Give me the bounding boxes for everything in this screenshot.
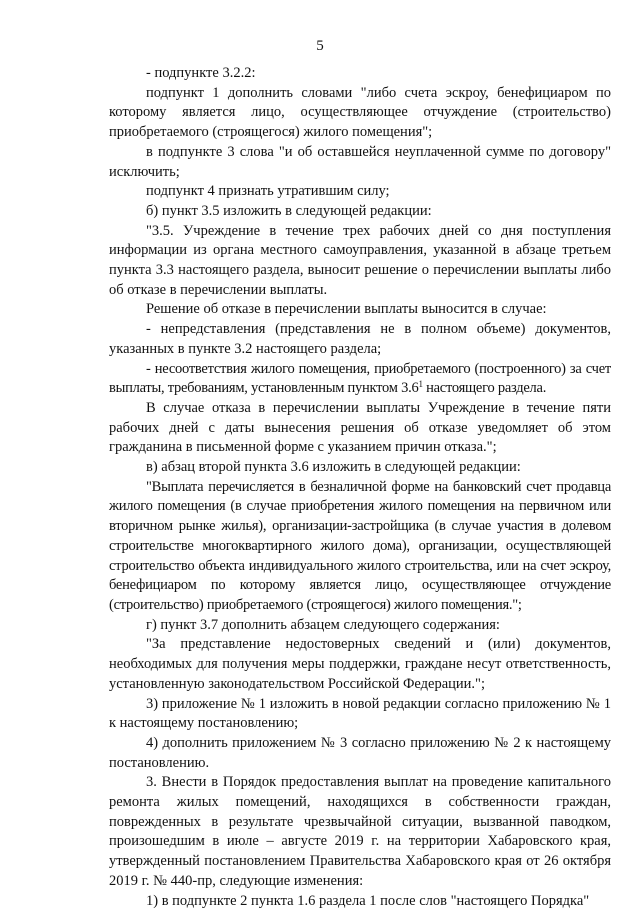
superscript-marker: 1 (418, 379, 423, 390)
document-body (109, 64, 611, 911)
paragraph: "За представление недостоверных сведений и (или) документов, необходимых для получения меры поддержки, граждане несут ответственность, установленную законодательством Российской Федерации."; (109, 636, 611, 692)
paragraph: 3) приложение № 1 изложить в новой редакции согласно приложению № 1 к настоящему постановлению; (109, 695, 611, 732)
page-number: 5 (316, 38, 324, 54)
paragraph: подпункт 1 дополнить словами "либо счета эскроу, бенефициаром по которому является лицо, осуществляющее отчуждение (строительство) приобретаемого (строящегося) жилого помещения"; (109, 84, 611, 141)
paragraph: 3. Внести в Порядок предоставления выплат на проведение капитального ремонта жилых помещений, находящихся в собственности граждан, поврежденных в результате чрезвычайной ситуации, вызванной паводком, произошедшим в июле – августе 2019 г. на территории Хабаровского края, утвержденный постановлением Правительства Хабаровского края от 26 октября 2019 г. № 440-пр, следующие изменения: (109, 774, 611, 889)
paragraph: "3.5. Учреждение в течение трех рабочих дней со дня поступления информации из органа местного самоуправления, указанной в абзаце третьем пункта 3.3 настоящего раздела, выносит решение о перечислении выплаты либо об отказе в перечислении выплаты. (109, 222, 611, 298)
paragraph-with-footnote (109, 360, 611, 399)
paragraph: г) пункт 3.7 дополнить абзацем следующего содержания: (146, 616, 500, 633)
paragraph: В случае отказа в перечислении выплаты Учреждение в течение пяти рабочих дней с даты вынесения решения об отказе уведомляет об этом гражданина в письменной форме с указанием причин отказа."; (109, 399, 611, 456)
paragraph: 1) в подпункте 2 пункта 1.6 раздела 1 после слов "настоящего Порядка" (146, 892, 590, 909)
paragraph-text: - несоответствия жилого помещения, приобретаемого (построенного) за счет выплаты, требованиям, установленным пунктом 3.6 (109, 360, 611, 397)
paragraph-text-continued: настоящего раздела. (422, 380, 547, 397)
paragraph: 4) дополнить приложением № 3 согласно приложению № 2 к настоящему постановлению. (109, 734, 611, 771)
paragraph: - подпункте 3.2.2: (146, 65, 256, 81)
paragraph: Решение об отказе в перечислении выплаты выносится в случае: (146, 301, 547, 318)
paragraph: б) пункт 3.5 изложить в следующей редакции: (146, 202, 432, 219)
paragraph: "Выплата перечисляется в безналичной форме на банковский счет продавца жилого помещения (в случае приобретения жилого помещения на первичном или вторичном рынке жилья), организации-застройщика (в случае участия в долевом строительстве многоквартирного жилого дома), организации, осуществляющей строительство объекта индивидуального жилого строительства, или на счет эскроу, бенефициаром по которому является лицо, осуществляющее отчуждение (строительство) приобретаемого (строящегося) жилого помещения."; (109, 478, 611, 613)
paragraph: в) абзац второй пункта 3.6 изложить в следующей редакции: (146, 459, 521, 476)
paragraph: - непредставления (представления не в полном объеме) документов, указанных в пункте 3.2 настоящего раздела; (109, 321, 611, 357)
paragraph: подпункт 4 признать утратившим силу; (146, 183, 390, 200)
paragraph: в подпункте 3 слова "и об оставшейся неуплаченной сумме по договору" исключить; (109, 143, 611, 180)
